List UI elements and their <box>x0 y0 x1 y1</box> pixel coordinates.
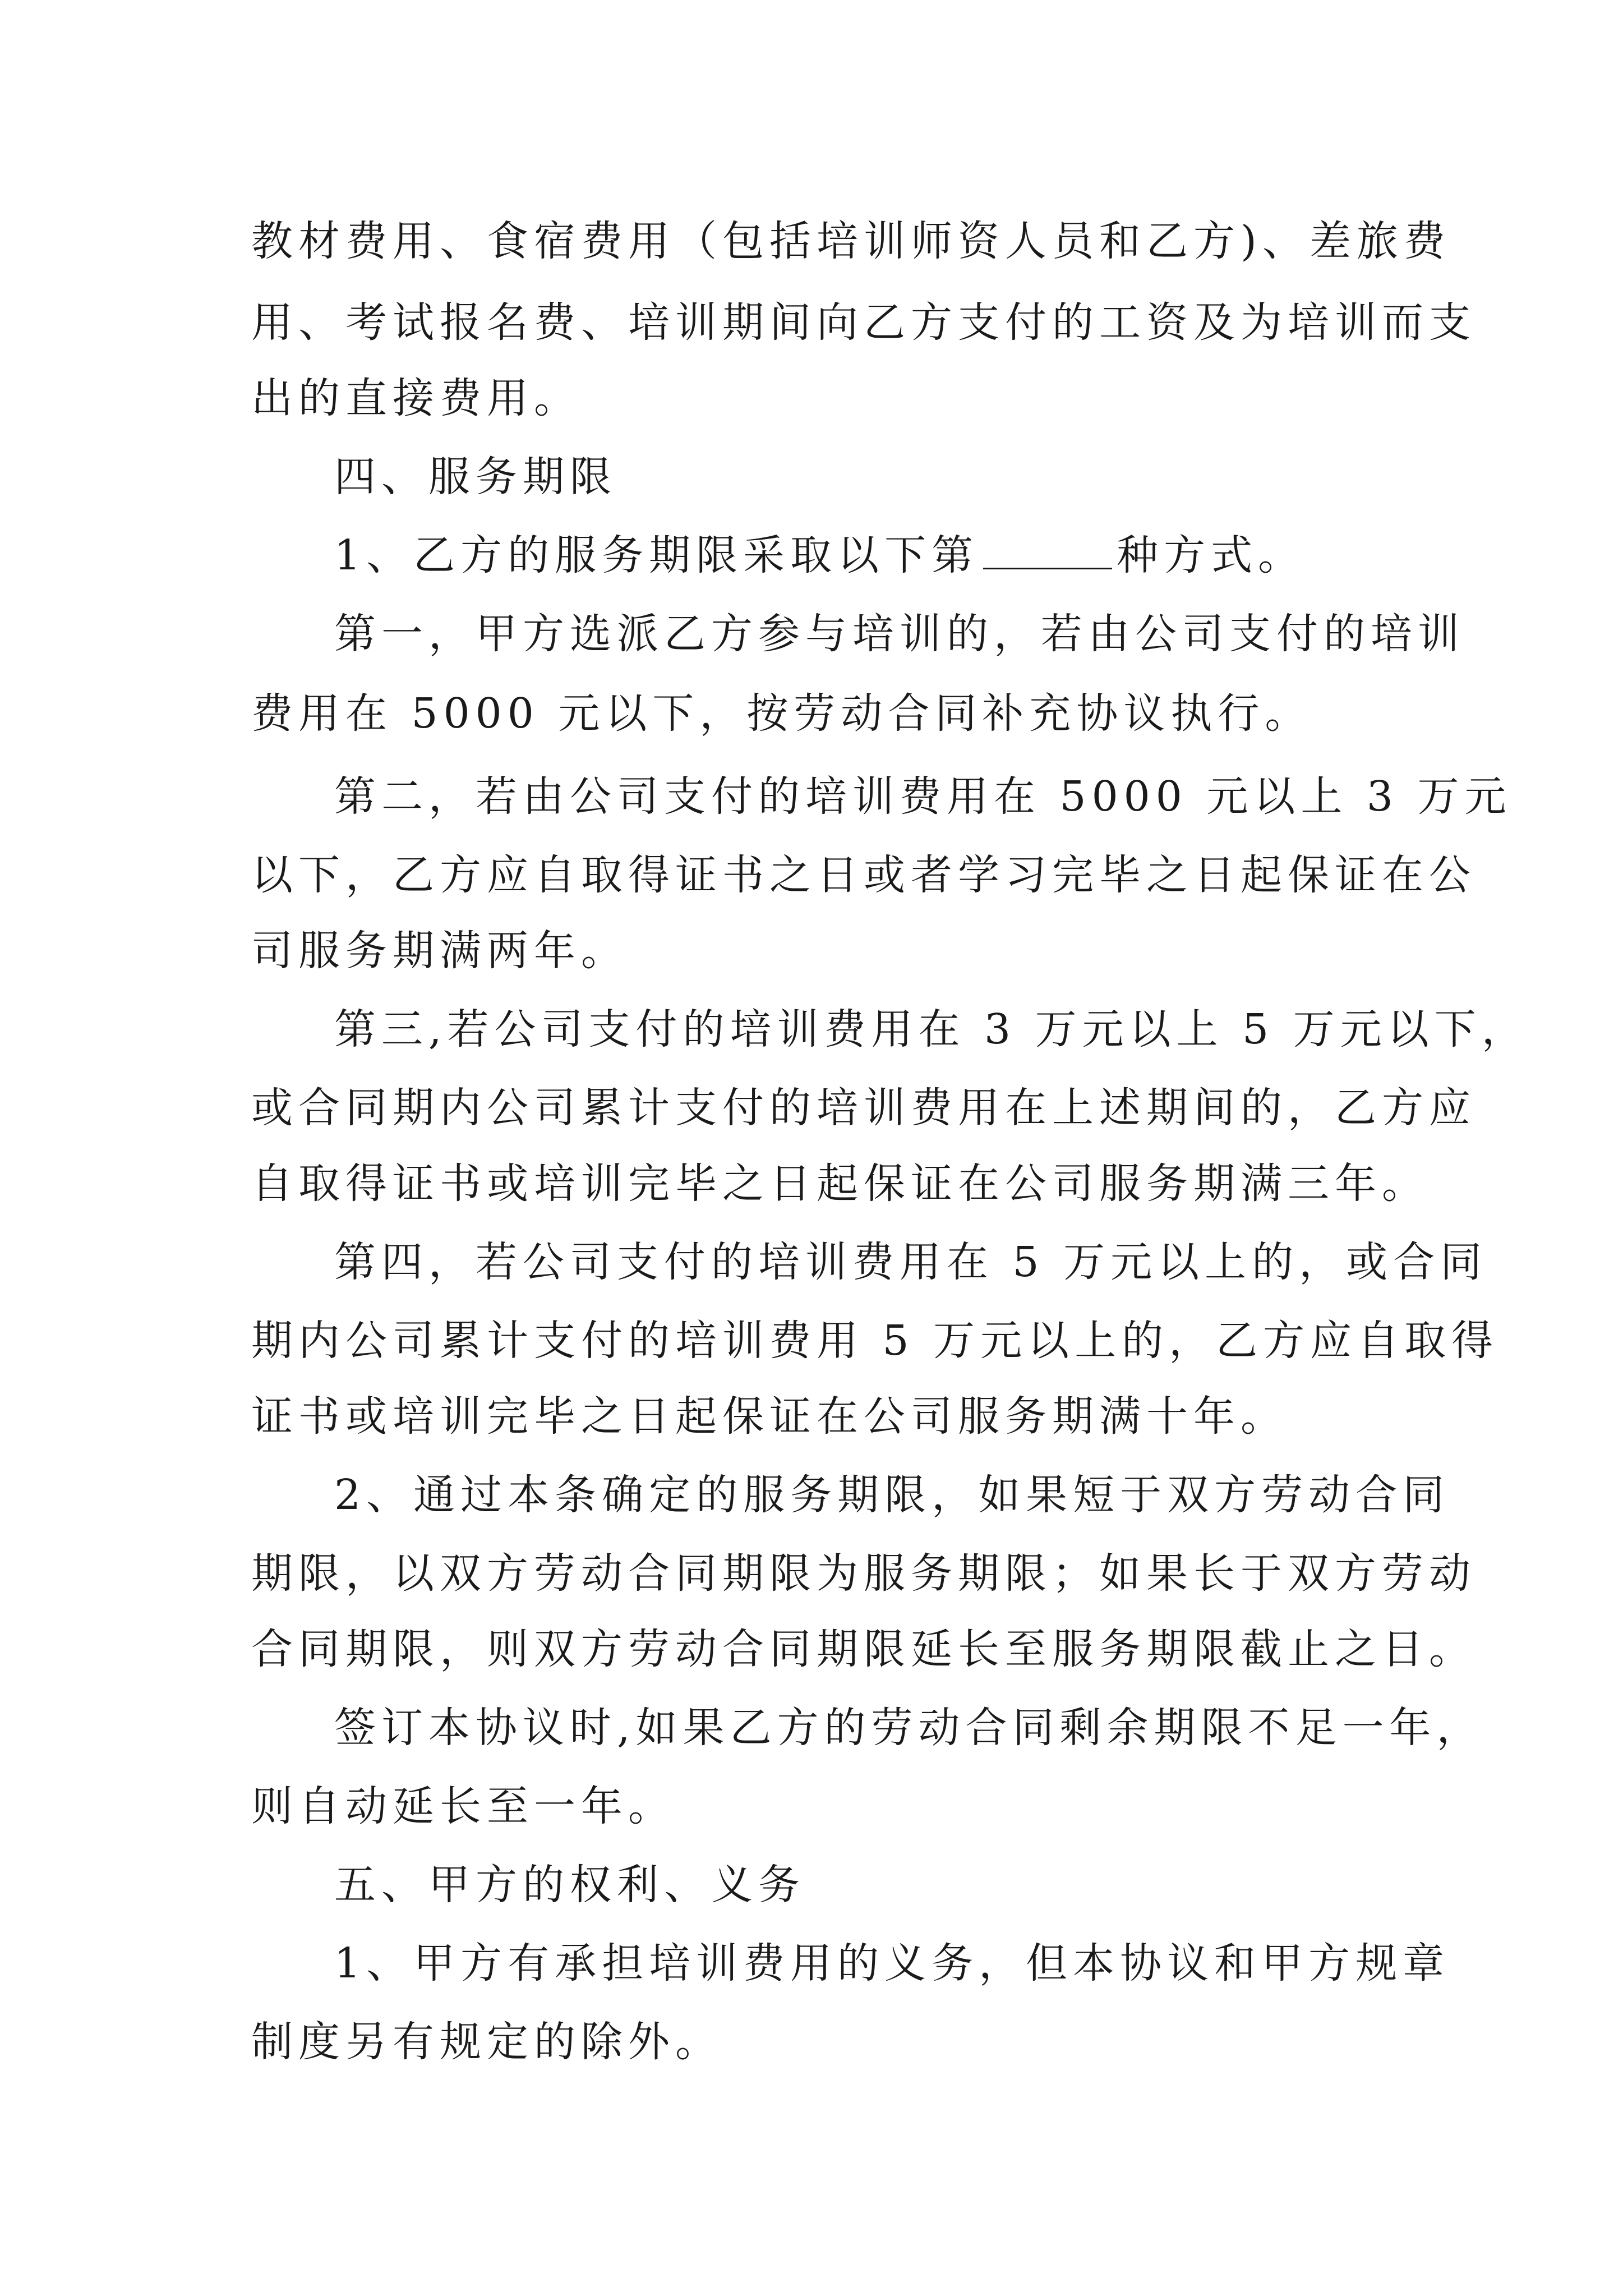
paragraph-line: 或合同期内公司累计支付的培训费用在上述期间的，乙方应 <box>251 1084 1476 1132</box>
paragraph-line: 用、考试报名费、培训期间向乙方支付的工资及为培训而支 <box>251 298 1476 347</box>
section-heading: 五、甲方的权利、义务 <box>334 1861 805 1909</box>
paragraph-line: 出的直接费用。 <box>251 374 581 422</box>
clause-text: 1、乙方的服务期限采取以下第 <box>334 531 979 579</box>
paragraph-line: 费用在 5000 元以下，按劳动合同补充协议执行。 <box>251 689 1312 738</box>
fill-in-blank[interactable] <box>983 534 1112 569</box>
paragraph-line: 第三,若公司支付的培训费用在 3 万元以上 5 万元以下， <box>334 1005 1529 1053</box>
paragraph-line <box>334 527 1305 583</box>
paragraph-line: 期限，以双方劳动合同期限为服务期限；如果长于双方劳动 <box>251 1549 1476 1598</box>
paragraph-line: 1、甲方有承担培训费用的义务，但本协议和甲方规章 <box>334 1939 1450 1987</box>
paragraph-line: 制度另有规定的除外。 <box>251 2018 722 2066</box>
paragraph-line: 自取得证书或培训完毕之日起保证在公司服务期满三年。 <box>251 1159 1429 1208</box>
paragraph-line: 教材费用、食宿费用（包括培训师资人员和乙方)、差旅费 <box>251 217 1451 265</box>
section-heading: 四、服务期限 <box>334 453 617 501</box>
paragraph-line: 以下，乙方应自取得证书之日或者学习完毕之日起保证在公 <box>251 851 1476 899</box>
paragraph-line: 司服务期满两年。 <box>251 927 628 975</box>
paragraph-line: 则自动延长至一年。 <box>251 1782 675 1830</box>
paragraph-line: 第二，若由公司支付的培训费用在 5000 元以上 3 万元 <box>334 772 1512 821</box>
paragraph-line: 合同期限，则双方劳动合同期限延长至服务期限截止之日。 <box>251 1625 1476 1673</box>
clause-text: 种方式。 <box>1117 531 1306 579</box>
document-page <box>251 0 1529 2296</box>
paragraph-line: 期内公司累计支付的培训费用 5 万元以上的，乙方应自取得 <box>251 1317 1499 1365</box>
paragraph-line: 第四，若公司支付的培训费用在 5 万元以上的，或合同 <box>334 1238 1488 1286</box>
paragraph-line: 2、通过本条确定的服务期限，如果短于双方劳动合同 <box>334 1471 1450 1519</box>
paragraph-line: 证书或培训完毕之日起保证在公司服务期满十年。 <box>251 1392 1288 1441</box>
paragraph-line: 签订本协议时,如果乙方的劳动合同剩余期限不足一年， <box>334 1704 1484 1752</box>
paragraph-line: 第一，甲方选派乙方参与培训的，若由公司支付的培训 <box>334 610 1465 658</box>
